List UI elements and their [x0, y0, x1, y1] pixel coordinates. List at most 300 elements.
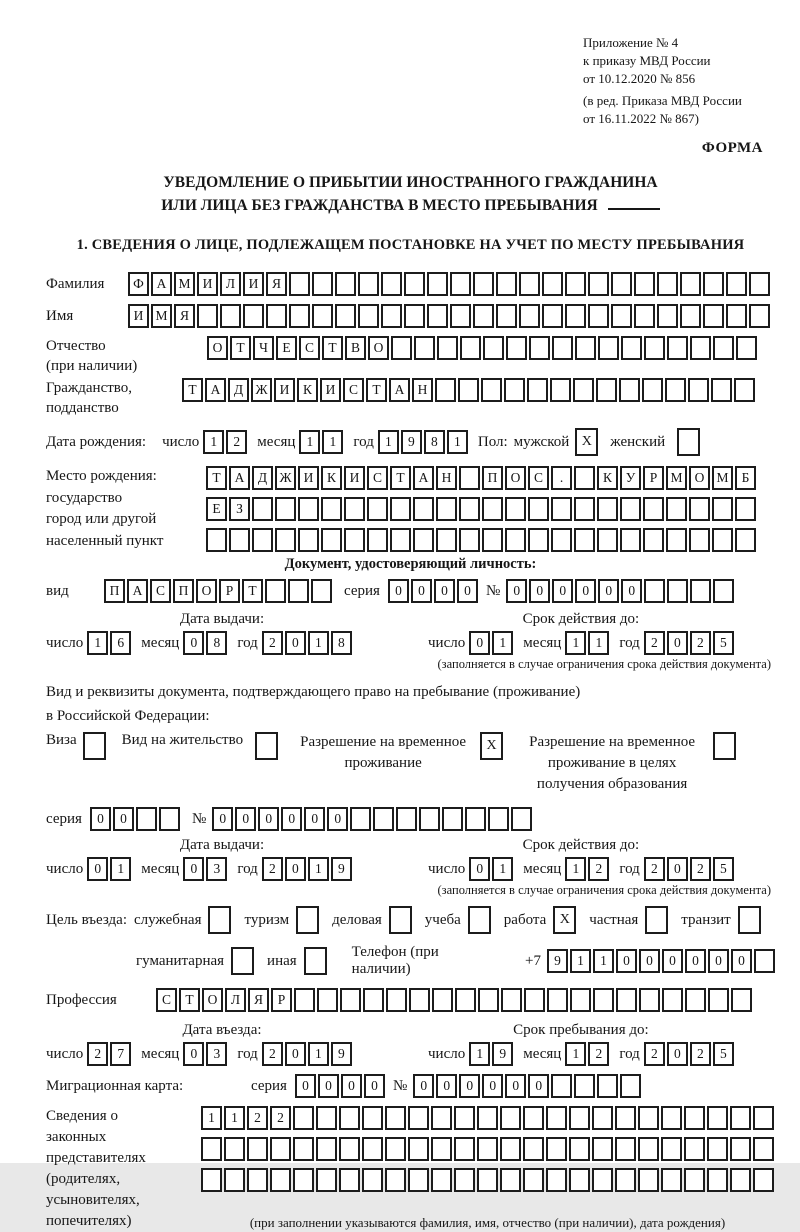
residence-intro-line2: в Российской Федерации:	[46, 708, 210, 724]
char-cell: С	[343, 378, 364, 402]
entry-date-row	[46, 1042, 398, 1066]
char-cell: Ф	[128, 272, 149, 296]
char-cell	[565, 272, 586, 296]
char-cell: С	[150, 579, 171, 603]
char-cell	[546, 1106, 567, 1130]
char-cell	[477, 1168, 498, 1192]
char-cell: Н	[436, 466, 457, 490]
sex-female-label: женский	[610, 433, 666, 450]
char-cell: 0	[616, 949, 637, 973]
char-cell: 0	[90, 807, 111, 831]
char-cell	[275, 497, 296, 521]
char-cell	[615, 1168, 636, 1192]
char-cell: 0	[341, 1074, 362, 1098]
representatives-cells-row1	[201, 1106, 774, 1130]
purpose-item	[425, 906, 491, 934]
char-cell: Р	[271, 988, 292, 1012]
char-cell	[730, 1137, 751, 1161]
char-cell	[477, 1106, 498, 1130]
char-cell	[385, 1106, 406, 1130]
char-cell	[574, 1074, 595, 1098]
identity-issue-col	[46, 611, 398, 655]
char-cell	[574, 528, 595, 552]
char-cell: 0	[413, 1074, 434, 1098]
residence-issue-row	[46, 857, 398, 881]
char-cell: Р	[219, 579, 240, 603]
char-cell	[481, 378, 502, 402]
char-cell	[542, 304, 563, 328]
char-cell: 1	[201, 1106, 222, 1130]
char-cell	[367, 497, 388, 521]
residence-valid-row	[428, 857, 734, 881]
char-cell: К	[297, 378, 318, 402]
char-cell	[427, 272, 448, 296]
char-cell: 1	[308, 857, 329, 881]
char-cell	[488, 807, 509, 831]
char-cell	[598, 336, 619, 360]
char-cell	[708, 988, 729, 1012]
char-cell: Т	[322, 336, 343, 360]
birthdate-label: Дата рождения:	[46, 433, 147, 450]
char-cell: 0	[183, 857, 204, 881]
patronymic-label-line1: Отчество	[46, 338, 106, 354]
char-cell	[643, 497, 664, 521]
char-cell: А	[413, 466, 434, 490]
residence-intro-line1: Вид и реквизиты документа, подтверждающего право на пребывание (проживание)	[46, 684, 581, 700]
char-cell	[431, 1106, 452, 1130]
option-temp-residence-edu-checkbox	[713, 732, 736, 760]
char-cell	[573, 378, 594, 402]
char-cell	[339, 1137, 360, 1161]
identity-issue-day-cells	[87, 631, 131, 655]
char-cell	[542, 272, 563, 296]
birth-day-group	[162, 430, 247, 454]
char-cell	[288, 579, 309, 603]
char-cell	[477, 1137, 498, 1161]
char-cell: Н	[412, 378, 433, 402]
birth-day-cells	[203, 430, 247, 454]
form-label: ФОРМА	[701, 140, 763, 156]
doc-series-label: серия	[344, 582, 380, 599]
char-cell: С	[528, 466, 549, 490]
char-cell: А	[151, 272, 172, 296]
char-cell	[500, 1168, 521, 1192]
char-cell	[707, 1106, 728, 1130]
patronymic-row	[46, 336, 775, 376]
migration-card-label: Миграционная карта:	[46, 1078, 184, 1094]
month-label: месяц	[141, 860, 180, 877]
char-cell	[460, 336, 481, 360]
residence-valid-year-cells	[644, 857, 734, 881]
doc-number-cells	[506, 579, 734, 603]
birthplace-labels	[46, 466, 206, 552]
char-cell	[252, 528, 273, 552]
char-cell	[335, 304, 356, 328]
char-cell: 2	[270, 1106, 291, 1130]
char-cell	[500, 1106, 521, 1130]
char-cell	[685, 988, 706, 1012]
purpose-chastnaya-checkbox	[645, 906, 668, 934]
birth-year-cells	[378, 430, 468, 454]
char-cell: 9	[331, 1042, 352, 1066]
char-cell: 0	[506, 579, 527, 603]
purpose-rabota-label: работа	[503, 911, 547, 928]
option-residence-permit-label: Вид на жительство	[121, 732, 244, 748]
edition-line: от 16.11.2022 № 867)	[583, 111, 700, 126]
char-cell	[496, 272, 517, 296]
purpose-sluzhebnaya-checkbox	[208, 906, 231, 934]
sex-male-label: мужской	[513, 433, 570, 450]
phone-label: Телефон (при наличии)	[351, 944, 439, 977]
birthplace-label-line1: Место рождения:	[46, 468, 157, 484]
char-cell	[754, 949, 775, 973]
char-cell	[275, 528, 296, 552]
char-cell	[363, 988, 384, 1012]
title-line1: УВЕДОМЛЕНИЕ О ПРИБЫТИИ ИНОСТРАННОГО ГРАЖДАНИНА	[163, 174, 658, 191]
char-cell: У	[620, 466, 641, 490]
char-cell: 0	[364, 1074, 385, 1098]
char-cell	[575, 336, 596, 360]
title-line2	[46, 194, 775, 217]
char-cell	[638, 1168, 659, 1192]
entry-date-heading: Дата въезда:	[182, 1022, 262, 1038]
char-cell	[454, 1106, 475, 1130]
char-cell: 0	[469, 857, 490, 881]
char-cell	[657, 272, 678, 296]
char-cell: 1	[203, 430, 224, 454]
purpose-turizm-label: туризм	[244, 911, 290, 928]
char-cell	[385, 1137, 406, 1161]
residence-valid-month-cells	[565, 857, 609, 881]
sex-label: Пол:	[477, 433, 508, 450]
char-cell	[201, 1137, 222, 1161]
char-cell	[197, 304, 218, 328]
char-cell	[482, 497, 503, 521]
char-cell: Т	[206, 466, 227, 490]
firstname-row	[46, 304, 775, 328]
residence-issue-col	[46, 837, 398, 881]
char-cell	[735, 528, 756, 552]
char-cell: 0	[113, 807, 134, 831]
char-cell	[482, 528, 503, 552]
char-cell	[390, 528, 411, 552]
char-cell: 2	[690, 857, 711, 881]
char-cell: Т	[242, 579, 263, 603]
char-cell	[565, 304, 586, 328]
char-cell	[294, 988, 315, 1012]
appendix-line: от 10.12.2020 № 856	[583, 71, 696, 86]
char-cell	[344, 497, 365, 521]
identity-issue-month-cells	[183, 631, 227, 655]
month-label: месяц	[523, 1045, 562, 1062]
char-cell	[519, 272, 540, 296]
char-cell	[657, 304, 678, 328]
char-cell	[616, 988, 637, 1012]
restriction-note: (заполняется в случае ограничения срока действия документа)	[437, 883, 771, 897]
representatives-cells-row2	[201, 1137, 774, 1161]
char-cell	[408, 1106, 429, 1130]
representatives-block	[46, 1106, 775, 1232]
doc-series-cells	[388, 579, 478, 603]
char-cell	[726, 272, 747, 296]
migration-series-cells	[295, 1074, 385, 1098]
char-cell	[523, 1168, 544, 1192]
char-cell	[220, 304, 241, 328]
char-cell	[611, 304, 632, 328]
char-cell: Л	[220, 272, 241, 296]
edition-line: (в ред. Приказа МВД России	[583, 93, 742, 108]
birthplace-block	[46, 466, 775, 552]
char-cell	[689, 528, 710, 552]
char-cell	[644, 336, 665, 360]
char-cell	[243, 304, 264, 328]
char-cell	[413, 528, 434, 552]
char-cell	[643, 528, 664, 552]
char-cell: Я	[248, 988, 269, 1012]
char-cell	[667, 579, 688, 603]
char-cell: Д	[228, 378, 249, 402]
char-cell	[615, 1137, 636, 1161]
char-cell	[431, 1137, 452, 1161]
char-cell	[749, 304, 770, 328]
char-cell	[551, 497, 572, 521]
char-cell	[713, 336, 734, 360]
day-label: число	[428, 1045, 466, 1062]
residence-valid-col	[428, 837, 734, 881]
char-cell: 0	[436, 1074, 457, 1098]
residence-options-row	[46, 732, 775, 795]
char-cell	[666, 528, 687, 552]
char-cell: И	[274, 378, 295, 402]
title-underline	[608, 196, 660, 210]
char-cell: 1	[565, 631, 586, 655]
representatives-note: (при заполнении указываются фамилия, имя, отчество (при наличии), дата рождения)	[249, 1215, 726, 1230]
surname-label: Фамилия	[46, 276, 105, 292]
char-cell: Е	[206, 497, 227, 521]
char-cell	[588, 272, 609, 296]
char-cell	[546, 1168, 567, 1192]
char-cell	[620, 1074, 641, 1098]
char-cell: 0	[87, 857, 108, 881]
char-cell	[528, 497, 549, 521]
citizenship-cells	[182, 378, 755, 402]
char-cell	[350, 807, 371, 831]
char-cell	[570, 988, 591, 1012]
appendix-block	[583, 34, 775, 128]
representatives-label-line: законных	[46, 1129, 107, 1145]
char-cell: 5	[713, 631, 734, 655]
patronymic-label-line2: (при наличии)	[46, 358, 138, 374]
char-cell	[596, 378, 617, 402]
char-cell	[293, 1137, 314, 1161]
char-cell	[690, 579, 711, 603]
char-cell	[404, 272, 425, 296]
char-cell	[362, 1168, 383, 1192]
restriction-note: (заполняется в случае ограничения срока действия документа)	[437, 657, 771, 671]
char-cell	[547, 988, 568, 1012]
char-cell	[201, 1168, 222, 1192]
identity-valid-year-cells	[644, 631, 734, 655]
char-cell: И	[197, 272, 218, 296]
day-label: число	[46, 634, 84, 651]
char-cell	[159, 807, 180, 831]
purpose-ucheba-checkbox	[468, 906, 491, 934]
char-cell: 1	[299, 430, 320, 454]
char-cell: 0	[482, 1074, 503, 1098]
phone-prefix: +7	[525, 952, 541, 969]
char-cell	[711, 378, 732, 402]
char-cell: 2	[644, 857, 665, 881]
char-cell: 0	[281, 807, 302, 831]
month-label: месяц	[523, 860, 562, 877]
char-cell: 2	[262, 857, 283, 881]
char-cell: П	[173, 579, 194, 603]
char-cell	[712, 528, 733, 552]
citizenship-row	[46, 378, 775, 418]
residence-series-cells	[90, 807, 180, 831]
char-cell: И	[298, 466, 319, 490]
char-cell	[569, 1137, 590, 1161]
char-cell: 1	[308, 631, 329, 655]
sex-male-checkbox: X	[575, 428, 598, 456]
char-cell: В	[345, 336, 366, 360]
char-cell: 0	[505, 1074, 526, 1098]
char-cell	[321, 528, 342, 552]
char-cell	[442, 807, 463, 831]
char-cell: 8	[331, 631, 352, 655]
char-cell	[265, 579, 286, 603]
char-cell	[707, 1137, 728, 1161]
firstname-cells	[128, 304, 770, 328]
char-cell: 1	[308, 1042, 329, 1066]
char-cell	[661, 1106, 682, 1130]
birthplace-cells-row3	[206, 528, 756, 552]
surname-row	[46, 272, 775, 296]
option-temp-residence-checkbox: X	[480, 732, 503, 760]
birthplace-label-line2: государство	[46, 489, 123, 506]
identity-valid-day-cells	[469, 631, 513, 655]
char-cell	[496, 304, 517, 328]
char-cell	[408, 1168, 429, 1192]
char-cell: 1	[224, 1106, 245, 1130]
char-cell: .	[551, 466, 572, 490]
surname-cells	[128, 272, 770, 296]
char-cell: 0	[598, 579, 619, 603]
char-cell	[505, 528, 526, 552]
profession-label: Профессия	[46, 992, 117, 1008]
char-cell	[519, 304, 540, 328]
char-cell	[298, 497, 319, 521]
char-cell: 1	[492, 857, 513, 881]
char-cell	[551, 528, 572, 552]
char-cell: Ч	[253, 336, 274, 360]
char-cell: 9	[492, 1042, 513, 1066]
char-cell: С	[156, 988, 177, 1012]
option-temp-residence-label: Разрешение на временное проживание	[300, 734, 467, 771]
char-cell	[335, 272, 356, 296]
char-cell: 0	[258, 807, 279, 831]
entry-dates	[46, 1022, 775, 1066]
char-cell: 0	[285, 857, 306, 881]
char-cell: 2	[226, 430, 247, 454]
char-cell: О	[689, 466, 710, 490]
citizenship-label	[46, 378, 182, 418]
birth-month-group	[257, 430, 343, 454]
char-cell	[662, 988, 683, 1012]
char-cell	[396, 807, 417, 831]
birthplace-label-line3: город или другой	[46, 511, 157, 527]
appendix-line: Приложение № 4	[583, 35, 679, 50]
char-cell: Я	[174, 304, 195, 328]
char-cell	[511, 807, 532, 831]
char-cell	[505, 497, 526, 521]
page-title	[46, 171, 775, 217]
char-cell	[736, 336, 757, 360]
representatives-label	[46, 1106, 201, 1232]
char-cell	[569, 1106, 590, 1130]
char-cell	[753, 1106, 774, 1130]
char-cell	[404, 304, 425, 328]
char-cell	[500, 1137, 521, 1161]
purpose-item	[267, 947, 327, 975]
char-cell	[465, 807, 486, 831]
char-cell	[592, 1137, 613, 1161]
doc-kind-label: вид	[46, 583, 69, 599]
char-cell	[638, 1137, 659, 1161]
purpose-tranzit-label: транзит	[681, 911, 731, 928]
char-cell	[293, 1106, 314, 1130]
residence-issue-year-cells	[262, 857, 352, 881]
char-cell: 2	[690, 1042, 711, 1066]
purpose-gumanitarnaya-label: гуманитарная	[136, 952, 225, 969]
char-cell: 2	[644, 1042, 665, 1066]
char-cell: П	[482, 466, 503, 490]
birthplace-cells-stack	[206, 466, 756, 552]
day-label: число	[46, 860, 84, 877]
char-cell	[419, 807, 440, 831]
char-cell	[597, 1074, 618, 1098]
purpose-row2	[136, 944, 775, 978]
char-cell	[619, 378, 640, 402]
month-label: месяц	[141, 1045, 180, 1062]
year-label: год	[237, 860, 258, 877]
char-cell	[473, 304, 494, 328]
char-cell	[528, 528, 549, 552]
char-cell: Т	[390, 466, 411, 490]
title-line2-text: ИЛИ ЛИЦА БЕЗ ГРАЖДАНСТВА В МЕСТО ПРЕБЫВАНИЯ	[161, 197, 598, 214]
char-cell: Т	[179, 988, 200, 1012]
char-cell: 0	[318, 1074, 339, 1098]
char-cell	[339, 1168, 360, 1192]
char-cell	[293, 1168, 314, 1192]
char-cell: 0	[667, 857, 688, 881]
char-cell: 1	[110, 857, 131, 881]
char-cell: А	[205, 378, 226, 402]
char-cell	[450, 304, 471, 328]
char-cell	[550, 378, 571, 402]
char-cell	[289, 272, 310, 296]
char-cell: 8	[206, 631, 227, 655]
appendix-line: к приказу МВД России	[583, 53, 711, 68]
char-cell	[620, 528, 641, 552]
char-cell: 0	[183, 631, 204, 655]
char-cell	[289, 304, 310, 328]
char-cell	[597, 528, 618, 552]
char-cell: Д	[252, 466, 273, 490]
residence-issue-day-cells	[87, 857, 131, 881]
representatives-label-line: попечителях)	[46, 1213, 132, 1229]
residence-number-cells	[212, 807, 532, 831]
